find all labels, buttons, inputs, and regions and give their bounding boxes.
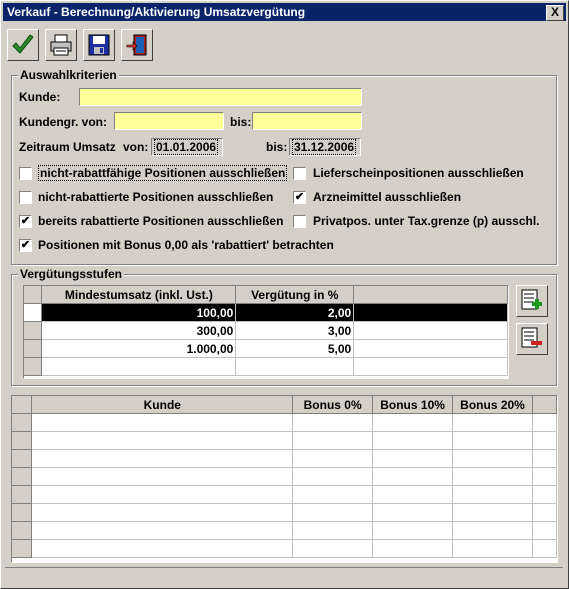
kundengr-von-input[interactable] bbox=[114, 112, 224, 130]
column-header-empty bbox=[354, 286, 508, 304]
cell-empty bbox=[354, 358, 508, 376]
row-header[interactable] bbox=[12, 432, 32, 450]
save-button[interactable] bbox=[83, 29, 115, 61]
auswahl-group-label: Auswahlkriterien bbox=[20, 68, 117, 82]
table-row[interactable] bbox=[12, 540, 557, 558]
row-header[interactable] bbox=[12, 540, 32, 558]
table-cell bbox=[532, 504, 556, 522]
row-header[interactable] bbox=[12, 414, 32, 432]
row-header-corner bbox=[12, 396, 32, 414]
close-button[interactable]: X bbox=[546, 5, 564, 21]
table-cell bbox=[532, 522, 556, 540]
zeitraum-label: Zeitraum Umsatz bbox=[19, 140, 116, 154]
table-cell bbox=[532, 414, 556, 432]
table-cell bbox=[532, 540, 556, 558]
table-cell[interactable] bbox=[453, 432, 533, 450]
table-row[interactable] bbox=[12, 450, 557, 468]
table-cell[interactable] bbox=[32, 540, 293, 558]
table-cell bbox=[532, 450, 556, 468]
table-cell[interactable] bbox=[32, 432, 293, 450]
table-cell bbox=[532, 486, 556, 504]
table-cell[interactable] bbox=[373, 486, 453, 504]
nicht-rabattfaehig-checkbox[interactable] bbox=[19, 167, 32, 180]
window-title: Verkauf - Berechnung/Aktivierung Umsatzvergütung bbox=[7, 5, 306, 19]
cell-mindestumsatz[interactable]: 1.000,00 bbox=[42, 340, 236, 358]
table-cell[interactable] bbox=[453, 522, 533, 540]
title-bar[interactable] bbox=[3, 3, 566, 21]
table-row[interactable] bbox=[24, 340, 508, 358]
privatpos-checkbox[interactable] bbox=[293, 215, 306, 228]
table-cell[interactable] bbox=[32, 486, 293, 504]
row-header[interactable] bbox=[12, 486, 32, 504]
arzneimittel-label[interactable]: Arzneimittel ausschließen bbox=[313, 190, 462, 204]
kunden-table bbox=[12, 396, 557, 558]
status-bar bbox=[5, 567, 563, 586]
kundengr-bis-input[interactable] bbox=[252, 112, 362, 130]
table-row[interactable] bbox=[12, 486, 557, 504]
table-cell[interactable] bbox=[293, 414, 373, 432]
cell-mindestumsatz[interactable]: 300,00 bbox=[42, 322, 236, 340]
zeitraum-von-label: von: bbox=[123, 140, 149, 154]
lieferschein-checkbox[interactable] bbox=[293, 167, 306, 180]
nicht-rabattfaehig-label[interactable] bbox=[38, 166, 287, 180]
column-header-bonus-20[interactable]: Bonus 20% bbox=[453, 396, 533, 414]
nicht-rabattiert-checkbox[interactable] bbox=[19, 191, 32, 204]
table-cell[interactable] bbox=[32, 522, 293, 540]
table-cell[interactable] bbox=[32, 468, 293, 486]
table-cell[interactable] bbox=[453, 468, 533, 486]
table-row[interactable] bbox=[12, 414, 557, 432]
table-cell[interactable] bbox=[293, 522, 373, 540]
row-header[interactable] bbox=[24, 322, 42, 340]
row-header[interactable] bbox=[12, 522, 32, 540]
table-row[interactable] bbox=[24, 322, 508, 340]
nicht-rabattiert-label[interactable]: nicht-rabattierte Positionen ausschließen bbox=[38, 190, 274, 204]
kunde-label: Kunde: bbox=[19, 90, 61, 104]
add-row-icon bbox=[521, 289, 543, 313]
table-cell[interactable] bbox=[453, 540, 533, 558]
cell-empty bbox=[354, 304, 508, 322]
check-icon bbox=[11, 33, 35, 57]
column-header-kunde[interactable]: Kunde bbox=[32, 396, 293, 414]
print-button[interactable] bbox=[45, 29, 77, 61]
table-row[interactable] bbox=[12, 504, 557, 522]
bereits-rabattiert-label[interactable]: bereits rabattierte Positionen ausschließen bbox=[38, 214, 284, 228]
table-row[interactable] bbox=[24, 358, 508, 376]
zeitraum-bis-input[interactable] bbox=[289, 138, 361, 156]
table-cell[interactable] bbox=[373, 450, 453, 468]
kunde-input[interactable] bbox=[79, 88, 362, 106]
table-cell[interactable] bbox=[453, 486, 533, 504]
zeitraum-von-value: 01.01.2006 bbox=[156, 140, 217, 154]
zeitraum-von-input[interactable] bbox=[151, 138, 223, 156]
column-header-bonus-10[interactable]: Bonus 10% bbox=[373, 396, 453, 414]
kundengr-bis-label: bis: bbox=[230, 115, 252, 129]
save-disk-icon bbox=[87, 33, 111, 57]
bereits-rabattiert-checkbox[interactable]: ✔ bbox=[20, 215, 31, 227]
table-cell[interactable] bbox=[453, 414, 533, 432]
row-header-corner bbox=[24, 286, 42, 304]
table-row[interactable] bbox=[12, 522, 557, 540]
cell-verguetung[interactable] bbox=[236, 358, 354, 376]
table-cell[interactable] bbox=[32, 414, 293, 432]
row-header[interactable] bbox=[24, 304, 42, 322]
arzneimittel-checkbox[interactable]: ✔ bbox=[294, 191, 305, 203]
table-cell[interactable] bbox=[293, 450, 373, 468]
kundengr-von-label: Kundengr. von: bbox=[19, 115, 107, 129]
column-header-mindestumsatz[interactable]: Mindestumsatz (inkl. Ust.) bbox=[42, 286, 236, 304]
table-row[interactable] bbox=[12, 468, 557, 486]
bonus-null-label[interactable]: Positionen mit Bonus 0,00 als 'rabattiert' betrachten bbox=[38, 238, 334, 252]
table-cell[interactable] bbox=[32, 450, 293, 468]
row-header[interactable] bbox=[12, 450, 32, 468]
privatpos-label[interactable]: Privatpos. unter Tax.grenze (p) ausschl. bbox=[313, 214, 540, 228]
table-cell[interactable] bbox=[293, 540, 373, 558]
kunden-table-body bbox=[12, 414, 557, 558]
bonus-null-checkbox[interactable]: ✔ bbox=[20, 239, 31, 251]
cell-verguetung[interactable]: 2,00 bbox=[236, 304, 354, 322]
table-cell[interactable] bbox=[373, 522, 453, 540]
column-header-bonus-0[interactable]: Bonus 0% bbox=[293, 396, 373, 414]
printer-icon bbox=[49, 33, 73, 57]
stufen-group-label: Vergütungsstufen bbox=[20, 267, 123, 281]
stufen-table bbox=[24, 286, 508, 376]
exit-door-icon bbox=[125, 33, 149, 57]
confirm-button[interactable] bbox=[7, 29, 39, 61]
zeitraum-bis-value: 31.12.2006 bbox=[294, 140, 355, 154]
table-cell bbox=[532, 468, 556, 486]
table-row[interactable] bbox=[24, 304, 508, 322]
cell-verguetung[interactable]: 5,00 bbox=[236, 340, 354, 358]
lieferschein-label[interactable]: Lieferscheinpositionen ausschließen bbox=[313, 166, 524, 180]
table-cell[interactable] bbox=[373, 540, 453, 558]
row-header[interactable] bbox=[24, 358, 42, 376]
cell-verguetung[interactable]: 3,00 bbox=[236, 322, 354, 340]
stufen-grid[interactable] bbox=[23, 285, 509, 379]
table-cell[interactable] bbox=[373, 468, 453, 486]
exit-button[interactable] bbox=[121, 29, 153, 61]
row-header[interactable] bbox=[12, 468, 32, 486]
nicht-rabattfaehig-text: nicht-rabattfähige Positionen ausschließen bbox=[40, 166, 286, 180]
table-cell[interactable] bbox=[453, 450, 533, 468]
table-row[interactable] bbox=[12, 432, 557, 450]
table-cell[interactable] bbox=[293, 468, 373, 486]
add-row-button[interactable] bbox=[516, 285, 548, 317]
row-header[interactable] bbox=[12, 504, 32, 522]
kunden-header-row bbox=[12, 396, 557, 414]
zeitraum-bis-label: bis: bbox=[266, 140, 288, 154]
delete-row-button[interactable] bbox=[516, 323, 548, 355]
kunden-grid[interactable] bbox=[11, 395, 558, 563]
table-cell[interactable] bbox=[453, 504, 533, 522]
cell-empty bbox=[354, 322, 508, 340]
column-header-verguetung[interactable]: Vergütung in % bbox=[236, 286, 354, 304]
stufen-header-row bbox=[24, 286, 508, 304]
table-cell[interactable] bbox=[32, 504, 293, 522]
table-cell[interactable] bbox=[373, 504, 453, 522]
table-cell bbox=[532, 432, 556, 450]
cell-empty bbox=[354, 340, 508, 358]
column-header-empty bbox=[532, 396, 556, 414]
table-cell[interactable] bbox=[373, 432, 453, 450]
cell-mindestumsatz[interactable] bbox=[42, 358, 236, 376]
table-cell[interactable] bbox=[293, 504, 373, 522]
row-header[interactable] bbox=[24, 340, 42, 358]
table-cell[interactable] bbox=[293, 432, 373, 450]
cell-mindestumsatz[interactable]: 100,00 bbox=[42, 304, 236, 322]
table-cell[interactable] bbox=[293, 486, 373, 504]
delete-row-icon bbox=[521, 327, 543, 351]
table-cell[interactable] bbox=[373, 414, 453, 432]
